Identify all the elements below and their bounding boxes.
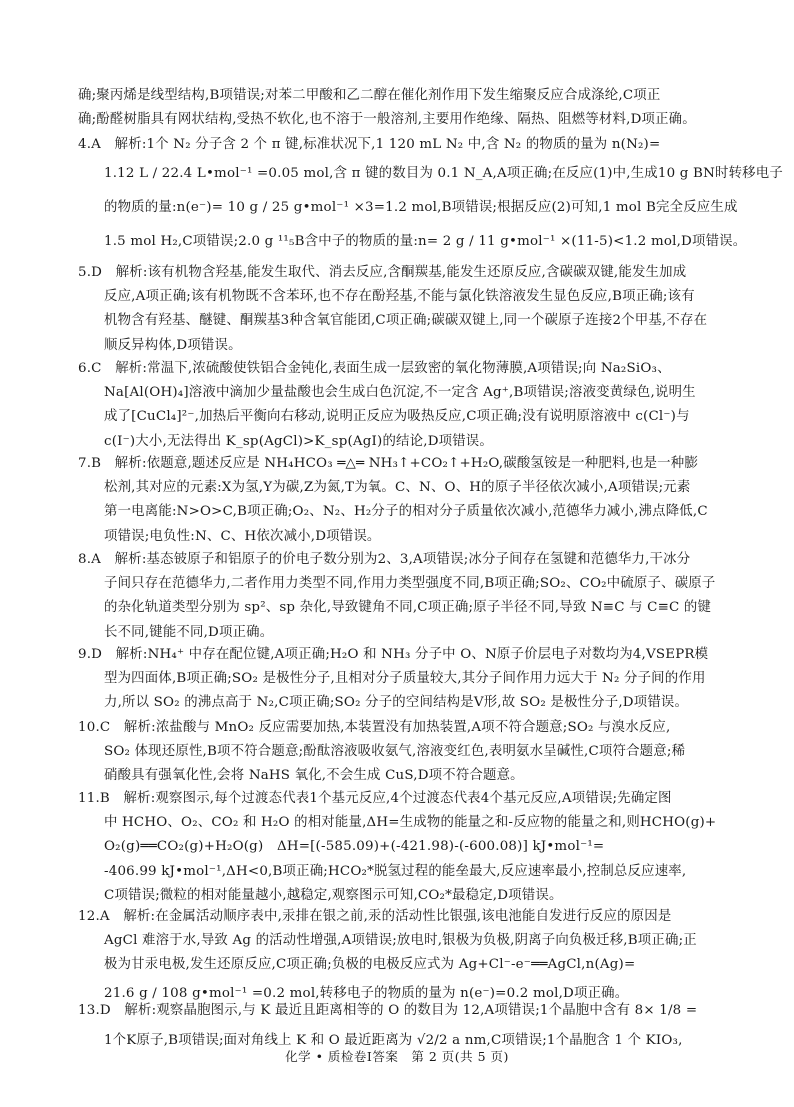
- text-line: 4.A 解析:1个 N₂ 分子含 2 个 π 键,标准状况下,1 120 mL N₂ 中,含 N₂ 的物质的量为 n(N₂)=: [78, 137, 661, 152]
- text-line: 长不同,键能不同,D项正确。: [104, 624, 274, 640]
- text-line: 10.C 解析:浓盐酸与 MnO₂ 反应需要加热,本装置没有加热装置,A项不符合题意;SO₂ 与溴水反应,: [78, 720, 671, 735]
- text-line: 确;酚醛树脂具有网状结构,受热不软化,也不溶于一般溶剂,主要用作绝缘、隔热、阻燃等材料,D项正确。: [78, 112, 696, 128]
- text-line: 12.A 解析:在金属活动顺序表中,汞排在银之前,汞的活动性比银强,该电池能自发进行反应的原因是: [78, 909, 672, 924]
- text-line: 反应,A项正确;该有机物既不含苯环,也不存在酚羟基,不能与氯化铁溶液发生显色反应,B项正确;该有: [104, 289, 695, 305]
- text-line: 项错误;电负性:N、C、H依次减小,D项错误。: [104, 528, 381, 544]
- answer-item-9: [78, 643, 714, 716]
- text-line: 第一电离能:N>O>C,B项正确;O₂、N₂、H₂分子的相对分子质量依次减小,范德华力减小,沸点降低,C: [104, 504, 708, 520]
- text-line: 的物质的量:n(e⁻)= 10 g / 25 g•mol⁻¹ ×3=1.2 mol,B项错误;根据反应(2)可知,1 mol B完全反应生成: [104, 200, 738, 216]
- text-line: 型为四面体,B项正确;SO₂ 是极性分子,且相对分子质量较大,其分子间作用力远大于 N₂ 分子间的作用: [104, 671, 706, 687]
- text-line: 1个K原子,B项错误;面对角线上 K 和 O 最近距离为 √2/2 a nm,C项错误;1个晶胞含 1 个 KIO₃,: [104, 1033, 683, 1048]
- answer-item-8: [78, 548, 714, 645]
- text-line: 11.B 解析:观察图示,每个过渡态代表1个基元反应,4个过渡态代表4个基元反应,A项错误;先确定图: [78, 791, 672, 806]
- text-line: SO₂ 体现还原性,B项不符合题意;酚酞溶液吸收氨气,溶液变红色,表明氨水呈碱性,C项符合题意;稀: [104, 744, 686, 760]
- text-line: 机物含有羟基、醚键、酮羰基3种含氧官能团,C项正确;碳碳双键上,同一个碳原子连接2个甲基,不存在: [104, 313, 708, 329]
- text-line: -406.99 kJ•mol⁻¹,ΔH<0,B项正确;HCO₂*脱氢过程的能垒最大,反应速率最小,控制总反应速率,: [104, 863, 687, 879]
- text-line: 21.6 g / 108 g•mol⁻¹ =0.2 mol,转移电子的物质的量为 n(e⁻)=0.2 mol,D项正确。: [104, 985, 629, 1001]
- answer-continuation: [78, 84, 714, 132]
- text-line: 9.D 解析:NH₄⁺ 中存在配位键,A项正确;H₂O 和 NH₃ 分子中 O、N原子价层电子对数均为4,VSEPR模: [78, 647, 709, 662]
- text-line: 6.C 解析:常温下,浓硫酸使铁铝合金钝化,表面生成一层致密的氧化物薄膜,A项错误;向 Na₂SiO₃、: [78, 361, 671, 376]
- text-line: 8.A 解析:基态铍原子和铝原子的价电子数分别为2、3,A项错误;冰分子间存在氢键和范德华力,干冰分: [78, 552, 691, 567]
- text-line: 硝酸具有强氧化性,会将 NaHS 氧化,不会生成 CuS,D项不符合题意。: [104, 768, 524, 784]
- text-line: 中 HCHO、O₂、CO₂ 和 H₂O 的相对能量,ΔH=生成物的能量之和-反应物的能量之和,则HCHO(g)+: [104, 815, 717, 831]
- answer-item-5: [78, 261, 714, 358]
- text-line: 7.B 解析:依题意,题述反应是 NH₄HCO₃ ═△═ NH₃↑+CO₂↑+H₂O,碳酸氢铵是一种肥料,也是一种膨: [78, 456, 698, 471]
- text-line: c(I⁻)大小,无法得出 K_sp(AgCl)>K_sp(AgI)的结论,D项错误。: [104, 433, 493, 449]
- text-line: 松剂,其对应的元素:X为氢,Y为碳,Z为氮,T为氧。C、N、O、H的原子半径依次减小,A项错误;元素: [104, 480, 691, 496]
- text-line: 的杂化轨道类型分别为 sp²、sp 杂化,导致键角不同,C项正确;原子半径不同,导致 N≡C 与 C≡C 的键: [104, 600, 712, 616]
- page-footer: 化学 • 质检卷Ⅰ答案 第 2 页(共 5 页): [285, 1049, 509, 1064]
- answer-item-4: [78, 133, 783, 259]
- text-line: C项错误;微粒的相对能量越小,越稳定,观察图示可知,CO₂*最稳定,D项错误。: [104, 887, 563, 903]
- text-line: 确;聚丙烯是线型结构,B项错误;对苯二甲酸和乙二醇在催化剂作用下发生缩聚反应合成涤纶,C项正: [78, 88, 661, 103]
- text-line: 子间只存在范德华力,二者作用力类型不同,作用力类型强度不同,B项正确;SO₂、CO₂中硫原子、碳原子: [104, 576, 716, 592]
- text-line: 顺反异构体,D项错误。: [104, 337, 242, 353]
- answer-item-11: [78, 787, 717, 908]
- text-line: 1.5 mol H₂,C项错误;2.0 g ¹¹₅B含中子的物质的量:n= 2 g / 11 g•mol⁻¹ ×(11-5)<1.2 mol,D项错误。: [104, 234, 747, 250]
- answer-item-7: [78, 452, 714, 549]
- text-line: AgCl 难溶于水,导致 Ag 的活动性增强,A项错误;放电时,银极为负极,阴离子向负极迁移,B项正确;正: [104, 933, 697, 949]
- answer-item-6: [78, 357, 714, 454]
- text-line: Na[Al(OH)₄]溶液中滴加少量盐酸也会生成白色沉淀,不一定含 Ag⁺,B项错误;溶液变黄绿色,说明生: [104, 385, 696, 401]
- text-line: 5.D 解析:该有机物含羟基,能发生取代、消去反应,含酮羰基,能发生还原反应,含碳碳双键,能发生加成: [78, 265, 687, 280]
- answer-item-12: [78, 905, 714, 1010]
- text-line: 成了[CuCl₄]²⁻,加热后平衡向右移动,说明正反应为吸热反应,C项正确;没有说明原溶液中 c(Cl⁻)与: [104, 409, 690, 425]
- text-line: 1.12 L / 22.4 L•mol⁻¹ =0.05 mol,含 π 键的数目为 0.1 N_A,A项正确;在反应(1)中,生成10 g BN时转移电子: [104, 166, 783, 182]
- text-line: 13.D 解析:观察晶胞图示,与 K 最近且距离相等的 O 的数目为 12,A项错误;1个晶胞中含有 8× 1/8 =: [78, 1003, 698, 1018]
- text-line: 极为甘汞电极,发生还原反应,C项正确;负极的电极反应式为 Ag+Cl⁻-e⁻══AgCl,n(Ag)=: [104, 957, 636, 973]
- text-line: O₂(g)══CO₂(g)+H₂O(g) ΔH=[(-585.09)+(-421.98)-(-600.08)] kJ•mol⁻¹=: [104, 839, 605, 855]
- answer-item-10: [78, 716, 714, 789]
- text-line: 力,所以 SO₂ 的沸点高于 N₂,C项正确;SO₂ 分子的空间结构是V形,故 SO₂ 是极性分子,D项错误。: [104, 695, 689, 711]
